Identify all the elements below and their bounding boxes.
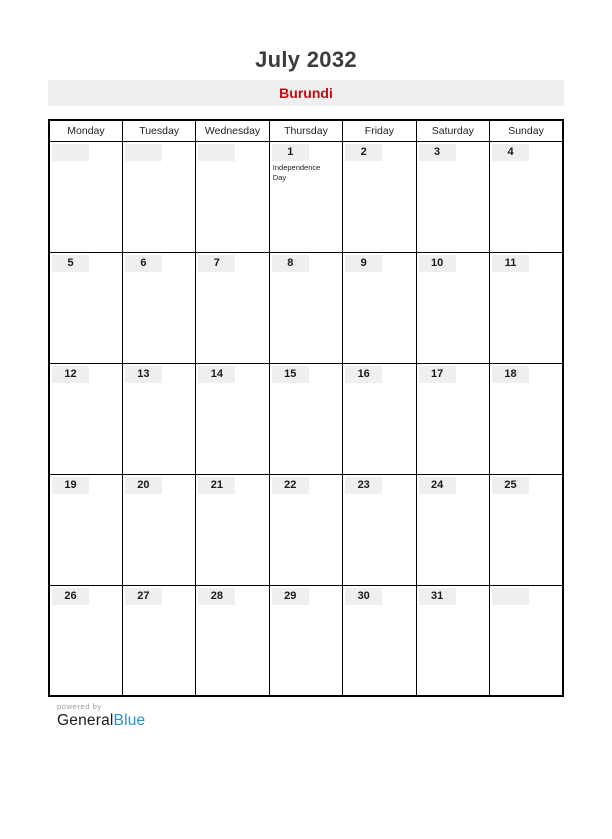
brand-logo-blue: Blue: [113, 712, 146, 729]
day-cell-11: [490, 252, 563, 363]
day-number-24: 24: [419, 477, 456, 494]
day-cell-2: [343, 141, 416, 252]
day-number-31: 31: [419, 588, 456, 605]
day-number-23: 23: [345, 477, 382, 494]
day-number-26: 26: [52, 588, 89, 605]
day-cell-19: [49, 474, 122, 585]
day-cell-8: [269, 252, 342, 363]
day-cell-empty: [196, 141, 269, 252]
week-row-1: [49, 141, 563, 252]
day-number-19: 19: [52, 477, 89, 494]
holiday-label: Independence Day: [272, 162, 321, 182]
day-cell-3: [416, 141, 489, 252]
month-title: July 2032: [255, 47, 357, 72]
day-number-1: 1: [272, 144, 309, 161]
week-row-3: [49, 363, 563, 474]
day-number-8: 8: [272, 255, 309, 272]
footer: [57, 702, 612, 730]
day-number-16: 16: [345, 366, 382, 383]
day-cell-empty: [122, 141, 195, 252]
weekday-header-wednesday: Wednesday: [196, 120, 269, 141]
day-number-18: 18: [492, 366, 529, 383]
day-cell-24: [416, 474, 489, 585]
day-number-25: 25: [492, 477, 529, 494]
day-number-30: 30: [345, 588, 382, 605]
week-row-5: [49, 585, 563, 696]
day-cell-6: [122, 252, 195, 363]
day-cell-4: [490, 141, 563, 252]
week-row-2: [49, 252, 563, 363]
day-number-7: 7: [198, 255, 235, 272]
day-number-empty: [125, 144, 162, 161]
day-cell-1: [269, 141, 342, 252]
day-number-21: 21: [198, 477, 235, 494]
day-number-20: 20: [125, 477, 162, 494]
day-number-22: 22: [272, 477, 309, 494]
day-cell-22: [269, 474, 342, 585]
day-cell-18: [490, 363, 563, 474]
day-number-15: 15: [272, 366, 309, 383]
day-cell-23: [343, 474, 416, 585]
day-number-empty: [52, 144, 89, 161]
weekday-header-friday: Friday: [343, 120, 416, 141]
day-cell-31: [416, 585, 489, 696]
weekday-header-monday: Monday: [49, 120, 122, 141]
powered-by-label: powered by: [57, 702, 102, 711]
weekday-header-tuesday: Tuesday: [122, 120, 195, 141]
day-number-17: 17: [419, 366, 456, 383]
day-number-27: 27: [125, 588, 162, 605]
day-number-10: 10: [419, 255, 456, 272]
weekday-header-saturday: Saturday: [416, 120, 489, 141]
day-cell-28: [196, 585, 269, 696]
brand-logo: [57, 712, 612, 730]
day-cell-5: [49, 252, 122, 363]
weekday-header-row: [49, 120, 563, 141]
day-number-5: 5: [52, 255, 89, 272]
day-cell-27: [122, 585, 195, 696]
week-row-4: [49, 474, 563, 585]
day-number-11: 11: [492, 255, 529, 272]
day-cell-empty: [49, 141, 122, 252]
day-number-28: 28: [198, 588, 235, 605]
day-cell-20: [122, 474, 195, 585]
calendar-page: [0, 47, 612, 839]
country-name: Burundi: [279, 85, 333, 101]
day-cell-29: [269, 585, 342, 696]
day-cell-25: [490, 474, 563, 585]
day-number-3: 3: [419, 144, 456, 161]
day-cell-15: [269, 363, 342, 474]
day-number-14: 14: [198, 366, 235, 383]
day-cell-9: [343, 252, 416, 363]
day-cell-16: [343, 363, 416, 474]
day-number-13: 13: [125, 366, 162, 383]
day-number-29: 29: [272, 588, 309, 605]
day-number-2: 2: [345, 144, 382, 161]
day-cell-13: [122, 363, 195, 474]
day-number-empty: [198, 144, 235, 161]
weekday-header-thursday: Thursday: [269, 120, 342, 141]
day-cell-17: [416, 363, 489, 474]
day-cell-21: [196, 474, 269, 585]
day-cell-10: [416, 252, 489, 363]
day-number-empty: [492, 588, 529, 605]
calendar-table: [48, 119, 564, 697]
day-number-4: 4: [492, 144, 529, 161]
brand-logo-general: General: [57, 712, 114, 729]
day-number-12: 12: [52, 366, 89, 383]
day-cell-14: [196, 363, 269, 474]
weekday-header-sunday: Sunday: [490, 120, 563, 141]
day-number-9: 9: [345, 255, 382, 272]
day-cell-7: [196, 252, 269, 363]
country-banner: [48, 80, 564, 106]
day-cell-12: [49, 363, 122, 474]
day-number-6: 6: [125, 255, 162, 272]
day-cell-26: [49, 585, 122, 696]
day-cell-empty: [490, 585, 563, 696]
day-cell-30: [343, 585, 416, 696]
